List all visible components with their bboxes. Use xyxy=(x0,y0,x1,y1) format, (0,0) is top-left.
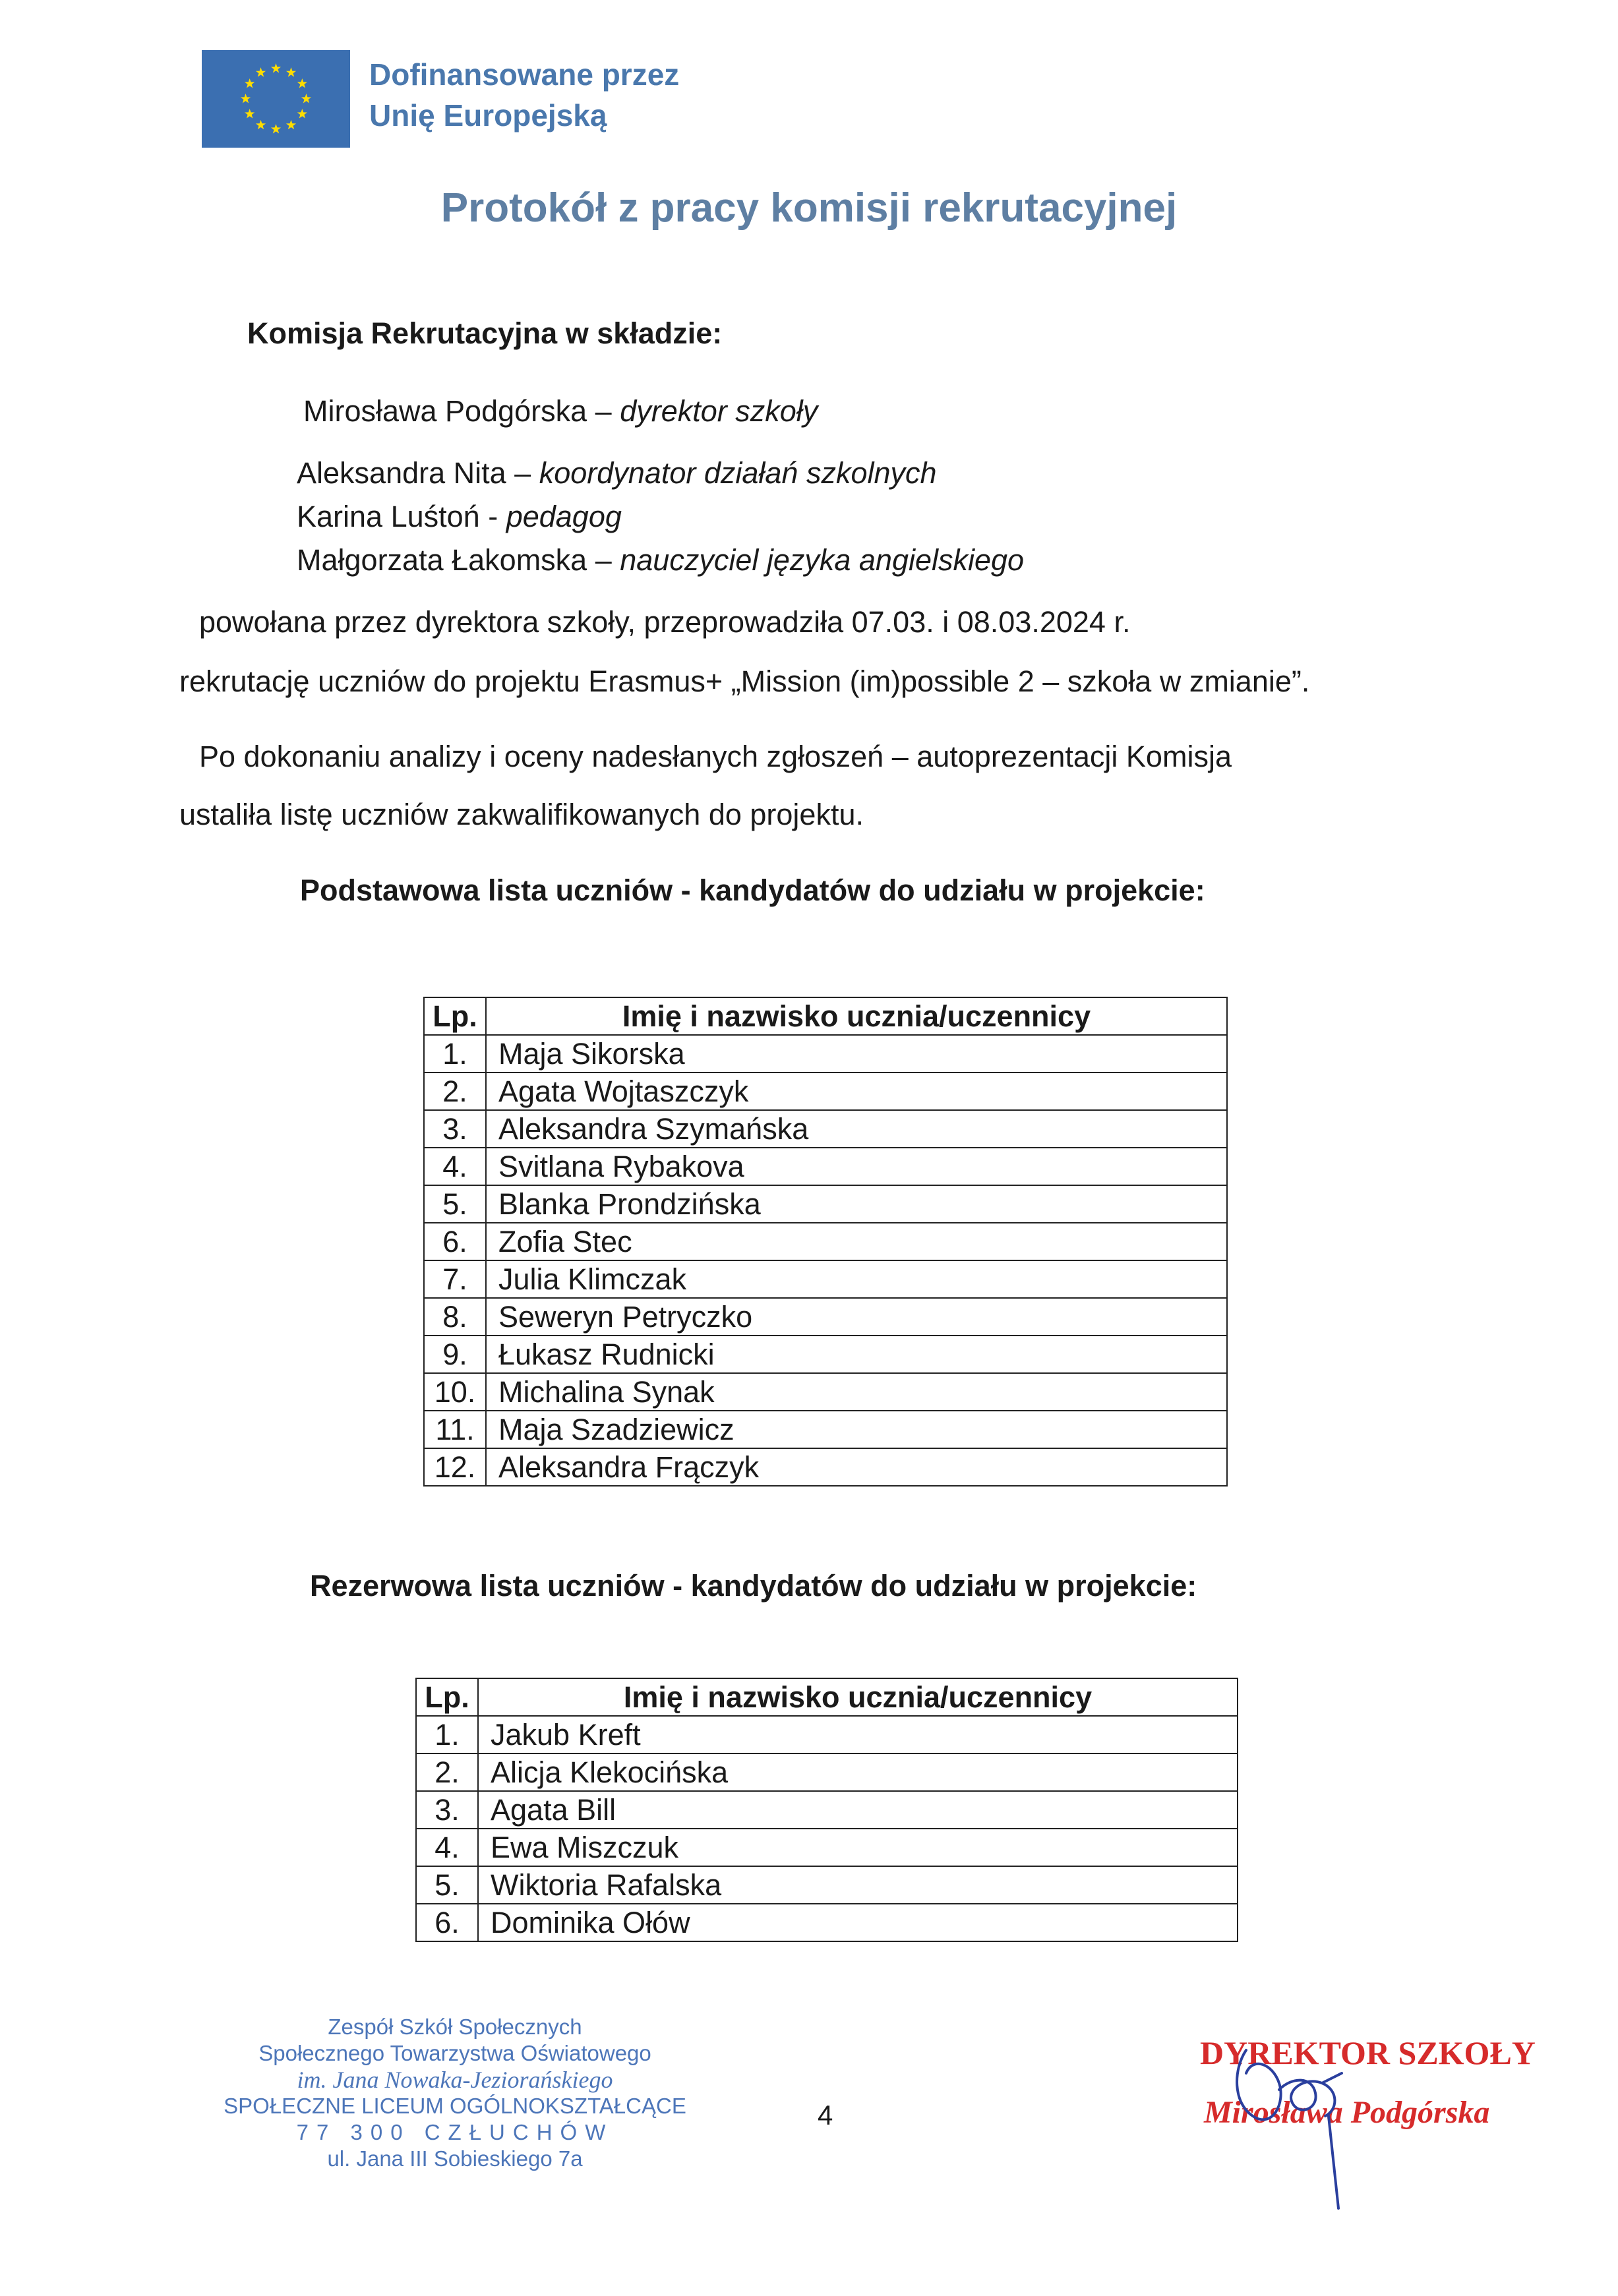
eu-star-icon xyxy=(271,124,281,133)
row-number: 1. xyxy=(416,1716,478,1753)
row-number: 8. xyxy=(424,1298,486,1336)
eu-star-icon xyxy=(297,78,307,88)
student-name: Agata Bill xyxy=(478,1791,1238,1829)
table-row xyxy=(416,1753,1238,1791)
student-name: Blanka Prondzińska xyxy=(486,1185,1227,1223)
stamp-line: 77 300 CZŁUCHÓW xyxy=(296,2120,614,2144)
table-row xyxy=(424,1260,1227,1298)
row-number: 11. xyxy=(424,1411,486,1448)
eu-star-icon xyxy=(241,94,251,103)
row-number: 7. xyxy=(424,1260,486,1298)
commission-heading: Komisja Rekrutacyjna w składzie: xyxy=(247,316,723,350)
student-name: Aleksandra Szymańska xyxy=(486,1110,1227,1148)
row-number: 4. xyxy=(424,1148,486,1185)
student-name: Aleksandra Frączyk xyxy=(486,1448,1227,1486)
row-number: 12. xyxy=(424,1448,486,1486)
table-row xyxy=(416,1829,1238,1866)
school-stamp xyxy=(211,2014,699,2172)
member-name: Aleksandra Nita – xyxy=(297,456,539,490)
row-number: 2. xyxy=(416,1753,478,1791)
row-number: 1. xyxy=(424,1035,486,1073)
funding-line-2: Unię Europejską xyxy=(369,98,607,132)
student-name: Zofia Stec xyxy=(486,1223,1227,1260)
student-name: Agata Wojtaszczyk xyxy=(486,1073,1227,1110)
table-row xyxy=(424,1373,1227,1411)
member-name: Karina Luśtoń - xyxy=(297,500,506,533)
student-name: Dominika Ołów xyxy=(478,1904,1238,1941)
row-number: 4. xyxy=(416,1829,478,1866)
student-name: Maja Sikorska xyxy=(486,1035,1227,1073)
student-name: Łukasz Rudnicki xyxy=(486,1336,1227,1373)
body-line: powołana przez dyrektora szkoły, przeprowadziła 07.03. i 08.03.2024 r. xyxy=(199,605,1131,639)
eu-star-icon xyxy=(297,109,307,118)
table-row xyxy=(424,1448,1227,1486)
eu-star-icon xyxy=(271,63,281,73)
page-number: 4 xyxy=(818,2100,833,2131)
commission-member xyxy=(297,456,937,490)
eu-star-icon xyxy=(286,120,296,129)
table-row xyxy=(416,1791,1238,1829)
commission-member xyxy=(303,394,818,428)
student-name: Alicja Klekocińska xyxy=(478,1753,1238,1791)
reserve-list-heading: Rezerwowa lista uczniów - kandydatów do udziału w projekcie: xyxy=(310,1569,1197,1603)
table-row xyxy=(424,1035,1227,1073)
eu-star-icon xyxy=(256,120,266,129)
member-name: Małgorzata Łakomska – xyxy=(297,543,620,577)
stamp-line: Społecznego Towarzystwa Oświatowego xyxy=(258,2041,651,2065)
member-role: nauczyciel języka angielskiego xyxy=(620,543,1025,577)
student-name: Ewa Miszczuk xyxy=(478,1829,1238,1866)
table-row xyxy=(416,1716,1238,1753)
body-line: rekrutację uczniów do projektu Erasmus+ „Mission (im)possible 2 – szkoła w zmianie”. xyxy=(179,664,1310,698)
member-role: koordynator działań szkolnych xyxy=(539,456,937,490)
stamp-line: ul. Jana III Sobieskiego 7a xyxy=(327,2146,583,2171)
row-number: 5. xyxy=(424,1185,486,1223)
commission-member xyxy=(297,500,622,534)
director-name: Mirosława Podgórska xyxy=(1204,2095,1490,2130)
eu-star-icon xyxy=(301,94,311,103)
eu-star-icon xyxy=(256,67,266,76)
funding-line-1: Dofinansowane przez xyxy=(369,57,680,92)
table-row xyxy=(424,1336,1227,1373)
student-name: Seweryn Petryczko xyxy=(486,1298,1227,1336)
member-role: dyrektor szkoły xyxy=(620,394,818,428)
signature-icon xyxy=(1207,2011,1378,2222)
body-line: ustaliła listę uczniów zakwalifikowanych do projektu. xyxy=(179,798,864,831)
row-number: 2. xyxy=(424,1073,486,1110)
row-number: 10. xyxy=(424,1373,486,1411)
table-row xyxy=(424,1411,1227,1448)
student-name: Julia Klimczak xyxy=(486,1260,1227,1298)
student-name: Maja Szadziewicz xyxy=(486,1411,1227,1448)
column-header-lp: Lp. xyxy=(424,997,486,1035)
table-header-row xyxy=(416,1678,1238,1716)
eu-star-icon xyxy=(245,78,255,88)
eu-stars-icon xyxy=(202,50,350,148)
eu-star-icon xyxy=(286,67,296,76)
table-row xyxy=(424,1110,1227,1148)
director-title: DYREKTOR SZKOŁY xyxy=(1200,2034,1536,2071)
student-name: Svitlana Rybakova xyxy=(486,1148,1227,1185)
row-number: 3. xyxy=(416,1791,478,1829)
column-header-name: Imię i nazwisko ucznia/uczennicy xyxy=(478,1678,1238,1716)
table-header-row xyxy=(424,997,1227,1035)
row-number: 6. xyxy=(424,1223,486,1260)
row-number: 9. xyxy=(424,1336,486,1373)
row-number: 3. xyxy=(424,1110,486,1148)
row-number: 6. xyxy=(416,1904,478,1941)
document-title: Protokół z pracy komisji rekrutacyjnej xyxy=(440,185,1178,231)
table-row xyxy=(416,1904,1238,1941)
column-header-name: Imię i nazwisko ucznia/uczennicy xyxy=(486,997,1227,1035)
stamp-line: SPOŁECZNE LICEUM OGÓLNOKSZTAŁCĄCE xyxy=(224,2094,686,2118)
student-name: Jakub Kreft xyxy=(478,1716,1238,1753)
row-number: 5. xyxy=(416,1866,478,1904)
table-row xyxy=(424,1298,1227,1336)
table-row xyxy=(416,1866,1238,1904)
main-list-heading: Podstawowa lista uczniów - kandydatów do udziału w projekcie: xyxy=(300,873,1205,907)
member-role: pedagog xyxy=(506,500,622,533)
student-name: Michalina Synak xyxy=(486,1373,1227,1411)
funding-label xyxy=(369,54,679,136)
table-row xyxy=(424,1185,1227,1223)
student-name: Wiktoria Rafalska xyxy=(478,1866,1238,1904)
stamp-line: Zespół Szkół Społecznych xyxy=(328,2015,582,2039)
eu-flag-icon xyxy=(202,50,350,148)
reserve-list-table xyxy=(415,1678,1238,1942)
body-line: Po dokonaniu analizy i oceny nadesłanych zgłoszeń – autoprezentacji Komisja xyxy=(199,740,1232,773)
column-header-lp: Lp. xyxy=(416,1678,478,1716)
commission-member xyxy=(297,543,1024,577)
main-list-table xyxy=(423,997,1228,1487)
stamp-line: im. Jana Nowaka-Jeziorańskiego xyxy=(297,2067,613,2093)
table-row xyxy=(424,1148,1227,1185)
member-name: Mirosława Podgórska – xyxy=(303,394,620,428)
eu-star-icon xyxy=(245,109,255,118)
table-row xyxy=(424,1223,1227,1260)
table-row xyxy=(424,1073,1227,1110)
